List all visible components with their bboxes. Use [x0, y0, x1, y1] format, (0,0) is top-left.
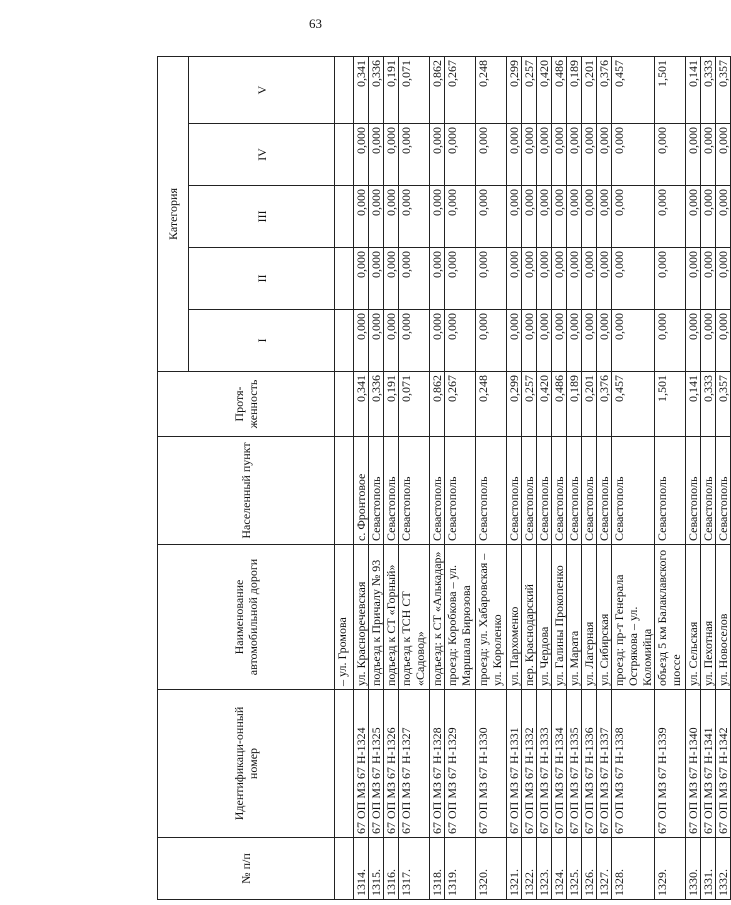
- cat-1-length: 0,000: [716, 310, 731, 372]
- cat-4-length: 0,000: [655, 124, 686, 186]
- header-id: Идентификаци-онный номер: [158, 690, 335, 838]
- cat-1-length: 0,000: [399, 310, 430, 372]
- cat-5-length: 0,333: [701, 56, 716, 123]
- road-id: 67 ОП МЗ 67 Н-1342: [716, 690, 731, 838]
- cat-2-length: 0,000: [369, 248, 384, 310]
- road-name: ул. Пархоменко: [507, 545, 522, 690]
- row-number: 1325.: [567, 838, 582, 900]
- header-cat-1: I: [189, 310, 335, 372]
- length: 0,862: [430, 372, 445, 437]
- settlement: Севастополь: [384, 437, 399, 545]
- cat-4-length: 0,000: [399, 124, 430, 186]
- length: 0,267: [445, 372, 476, 437]
- table-row: [522, 56, 537, 899]
- cat-1-length: 0,000: [537, 310, 552, 372]
- header-category: Категория: [158, 56, 189, 371]
- cat-2-length: 0,000: [445, 248, 476, 310]
- table-row: [445, 56, 476, 899]
- cat-2-length: 0,000: [507, 248, 522, 310]
- road-id: 67 ОП МЗ 67 Н-1331: [507, 690, 522, 838]
- settlement: Севастополь: [445, 437, 476, 545]
- cat-5-length: 0,189: [567, 56, 582, 123]
- cat-2-length: 0,000: [476, 248, 507, 310]
- settlement: Севастополь: [399, 437, 430, 545]
- length: 0,486: [552, 372, 567, 437]
- cat-5-length: 0,257: [522, 56, 537, 123]
- cat-4-length: 0,000: [445, 124, 476, 186]
- cat-4-length: 0,000: [476, 124, 507, 186]
- road-id: 67 ОП МЗ 67 Н-1334: [552, 690, 567, 838]
- row-number: 1319.: [445, 838, 476, 900]
- cat-3-length: 0,000: [567, 186, 582, 248]
- road-id: 67 ОП МЗ 67 Н-1341: [701, 690, 716, 838]
- cat-1-length: 0,000: [552, 310, 567, 372]
- cat-3-length: 0,000: [430, 186, 445, 248]
- road-name: – ул. Громова: [335, 545, 354, 690]
- length: 0,299: [507, 372, 522, 437]
- table-row: [612, 56, 655, 899]
- cat-5-length: 0,357: [716, 56, 731, 123]
- header-cat-4: IV: [189, 124, 335, 186]
- row-number: 1322.: [522, 838, 537, 900]
- cat-2-length: 0,000: [701, 248, 716, 310]
- cat-2-length: 0,000: [552, 248, 567, 310]
- road-id: 67 ОП МЗ 67 Н-1337: [597, 690, 612, 838]
- cat-3-length: 0,000: [537, 186, 552, 248]
- road-name: ул. Лагерная: [582, 545, 597, 690]
- cat-5-length: 0,267: [445, 56, 476, 123]
- cat-1-length: 0,000: [597, 310, 612, 372]
- rotated-table-container: [157, 57, 730, 900]
- row-number: 1320.: [476, 838, 507, 900]
- road-name: ул. Галины Прокопенко: [552, 545, 567, 690]
- cat-4-length: 0,000: [552, 124, 567, 186]
- row-number: 1321.: [507, 838, 522, 900]
- cat-2-length: 0,000: [597, 248, 612, 310]
- cat-5-length: 0,336: [369, 56, 384, 123]
- settlement: Севастополь: [567, 437, 582, 545]
- settlement: Севастополь: [369, 437, 384, 545]
- cat-3-length: 0,000: [445, 186, 476, 248]
- road-name: ул. Чердова: [537, 545, 552, 690]
- length: 0,357: [716, 372, 731, 437]
- cat-5-length: 0,299: [507, 56, 522, 123]
- cat-2-length: 0,000: [537, 248, 552, 310]
- road-id: 67 ОП МЗ 67 Н-1329: [445, 690, 476, 838]
- cat-4-length: 0,000: [612, 124, 655, 186]
- table-row: [399, 56, 430, 899]
- table-row: [430, 56, 445, 899]
- cat-2-length: 0,000: [384, 248, 399, 310]
- cat-4-length: 0,000: [369, 124, 384, 186]
- row-number: 1326.: [582, 838, 597, 900]
- header-num: № п/п: [158, 838, 335, 900]
- cat-3-length: 0,000: [369, 186, 384, 248]
- road-id: 67 ОП МЗ 67 Н-1338: [612, 690, 655, 838]
- row-number: 1330.: [686, 838, 701, 900]
- cat-5-length: 0,341: [354, 56, 369, 123]
- header-cat-2: II: [189, 248, 335, 310]
- cat-5-length: 0,486: [552, 56, 567, 123]
- cat-2-length: 0,000: [567, 248, 582, 310]
- cat-3-length: 0,000: [354, 186, 369, 248]
- settlement: Севастополь: [552, 437, 567, 545]
- length: 0,420: [537, 372, 552, 437]
- cat-2-length: 0,000: [612, 248, 655, 310]
- table-row: [476, 56, 507, 899]
- table-row: [507, 56, 522, 899]
- road-name: ул. Красноречевская: [354, 545, 369, 690]
- road-id: 67 ОП МЗ 67 Н-1326: [384, 690, 399, 838]
- cat-4-length: 0,000: [507, 124, 522, 186]
- cat-4-length: 0,000: [597, 124, 612, 186]
- cat-4-length: [335, 124, 354, 186]
- cat-2-length: 0,000: [522, 248, 537, 310]
- road-id: 67 ОП МЗ 67 Н-1332: [522, 690, 537, 838]
- length: 1,501: [655, 372, 686, 437]
- cat-5-length: 0,376: [597, 56, 612, 123]
- road-name: ул. Новоселов: [716, 545, 731, 690]
- cat-3-length: 0,000: [522, 186, 537, 248]
- settlement: Севастополь: [582, 437, 597, 545]
- header-name: Наименование автомобильной дороги: [158, 545, 335, 690]
- table-row: [686, 56, 701, 899]
- cat-1-length: 0,000: [369, 310, 384, 372]
- cat-5-length: 0,201: [582, 56, 597, 123]
- settlement: Севастополь: [655, 437, 686, 545]
- row-number: 1324.: [552, 838, 567, 900]
- cat-4-length: 0,000: [686, 124, 701, 186]
- cat-1-length: 0,000: [567, 310, 582, 372]
- roads-table-body: [335, 56, 731, 899]
- road-name: ул. Пехотная: [701, 545, 716, 690]
- settlement: Севастополь: [612, 437, 655, 545]
- cat-1-length: 0,000: [612, 310, 655, 372]
- row-number: 1318.: [430, 838, 445, 900]
- cat-1-length: 0,000: [507, 310, 522, 372]
- settlement: Севастополь: [476, 437, 507, 545]
- cat-2-length: 0,000: [716, 248, 731, 310]
- cat-5-length: 0,191: [384, 56, 399, 123]
- road-name: подъезд к СТ «Горный»: [384, 545, 399, 690]
- table-row: [701, 56, 716, 899]
- table-row: [537, 56, 552, 899]
- road-id: 67 ОП МЗ 67 Н-1335: [567, 690, 582, 838]
- header-length: Протя-женность: [158, 372, 335, 437]
- length: 0,189: [567, 372, 582, 437]
- road-name: подъезд: к СТ «Алькадар»: [430, 545, 445, 690]
- cat-1-length: 0,000: [430, 310, 445, 372]
- cat-3-length: 0,000: [476, 186, 507, 248]
- cat-5-length: 0,141: [686, 56, 701, 123]
- road-id: 67 ОП МЗ 67 Н-1325: [369, 690, 384, 838]
- settlement: Севастополь: [716, 437, 731, 545]
- road-name: объезд 5 км Балаклавского шоссе: [655, 545, 686, 690]
- table-row: [354, 56, 369, 899]
- row-number: 1327.: [597, 838, 612, 900]
- cat-5-length: 0,420: [537, 56, 552, 123]
- cat-4-length: 0,000: [582, 124, 597, 186]
- cat-1-length: 0,000: [582, 310, 597, 372]
- cat-1-length: 0,000: [522, 310, 537, 372]
- cat-3-length: 0,000: [655, 186, 686, 248]
- cat-1-length: [335, 310, 354, 372]
- header-cat-5: V: [189, 56, 335, 123]
- row-number: 1315.: [369, 838, 384, 900]
- length: 0,257: [522, 372, 537, 437]
- road-name: ул. Сельская: [686, 545, 701, 690]
- road-id: 67 ОП МЗ 67 Н-1340: [686, 690, 701, 838]
- cat-3-length: 0,000: [384, 186, 399, 248]
- cat-4-length: 0,000: [522, 124, 537, 186]
- length: 0,341: [354, 372, 369, 437]
- road-id: 67 ОП МЗ 67 Н-1339: [655, 690, 686, 838]
- cat-4-length: 0,000: [701, 124, 716, 186]
- settlement: Севастополь: [430, 437, 445, 545]
- cat-3-length: 0,000: [612, 186, 655, 248]
- cat-1-length: 0,000: [476, 310, 507, 372]
- cat-1-length: 0,000: [354, 310, 369, 372]
- table-row: [716, 56, 731, 899]
- cat-4-length: 0,000: [716, 124, 731, 186]
- row-number: 1316.: [384, 838, 399, 900]
- table-row: [655, 56, 686, 899]
- length: 0,457: [612, 372, 655, 437]
- cat-4-length: 0,000: [537, 124, 552, 186]
- table-row: [597, 56, 612, 899]
- road-name: ул. Сибирская: [597, 545, 612, 690]
- cat-3-length: 0,000: [686, 186, 701, 248]
- cat-5-length: [335, 56, 354, 123]
- length: 0,336: [369, 372, 384, 437]
- cat-3-length: [335, 186, 354, 248]
- road-id: 67 ОП МЗ 67 Н-1328: [430, 690, 445, 838]
- road-id: 67 ОП МЗ 67 Н-1336: [582, 690, 597, 838]
- road-id: 67 ОП МЗ 67 Н-1333: [537, 690, 552, 838]
- table-row: [335, 56, 354, 899]
- cat-2-length: 0,000: [655, 248, 686, 310]
- header-cat-3: III: [189, 186, 335, 248]
- cat-5-length: 1,501: [655, 56, 686, 123]
- cat-3-length: 0,000: [507, 186, 522, 248]
- table-row: [567, 56, 582, 899]
- road-id: 67 ОП МЗ 67 Н-1324: [354, 690, 369, 838]
- cat-4-length: 0,000: [567, 124, 582, 186]
- row-number: 1317.: [399, 838, 430, 900]
- cat-2-length: 0,000: [354, 248, 369, 310]
- cat-5-length: 0,248: [476, 56, 507, 123]
- cat-1-length: 0,000: [701, 310, 716, 372]
- road-name: ул. Марата: [567, 545, 582, 690]
- road-name: проезд: пр-т Генерала Острякова – ул. Коломийца: [612, 545, 655, 690]
- cat-5-length: 0,457: [612, 56, 655, 123]
- settlement: Севастополь: [537, 437, 552, 545]
- settlement: с. Фронтовое: [354, 437, 369, 545]
- cat-2-length: 0,000: [582, 248, 597, 310]
- roads-table: [157, 56, 731, 900]
- cat-5-length: 0,071: [399, 56, 430, 123]
- road-name: проезд: Коробкова – ул. Маршала Бирюзова: [445, 545, 476, 690]
- length: 0,376: [597, 372, 612, 437]
- page-number: 63: [309, 16, 322, 31]
- road-name: подъезд к ТСН СТ «Садовод»: [399, 545, 430, 690]
- length: 0,248: [476, 372, 507, 437]
- settlement: Севастополь: [597, 437, 612, 545]
- cat-4-length: 0,000: [430, 124, 445, 186]
- settlement: Севастополь: [522, 437, 537, 545]
- cat-1-length: 0,000: [655, 310, 686, 372]
- road-name: пер. Краснодарский: [522, 545, 537, 690]
- cat-3-length: 0,000: [701, 186, 716, 248]
- length: [335, 372, 354, 437]
- cat-3-length: 0,000: [597, 186, 612, 248]
- row-number: 1323.: [537, 838, 552, 900]
- table-row: [582, 56, 597, 899]
- table-row: [369, 56, 384, 899]
- cat-4-length: 0,000: [354, 124, 369, 186]
- row-number: [335, 838, 354, 900]
- road-id: 67 ОП МЗ 67 Н-1330: [476, 690, 507, 838]
- cat-2-length: 0,000: [430, 248, 445, 310]
- cat-1-length: 0,000: [686, 310, 701, 372]
- cat-3-length: 0,000: [399, 186, 430, 248]
- table-row: [384, 56, 399, 899]
- row-number: 1328.: [612, 838, 655, 900]
- cat-4-length: 0,000: [384, 124, 399, 186]
- length: 0,201: [582, 372, 597, 437]
- settlement: Севастополь: [701, 437, 716, 545]
- length: 0,071: [399, 372, 430, 437]
- row-number: 1332.: [716, 838, 731, 900]
- cat-2-length: 0,000: [399, 248, 430, 310]
- settlement: Севастополь: [507, 437, 522, 545]
- row-number: 1331.: [701, 838, 716, 900]
- table-row: [552, 56, 567, 899]
- road-id: [335, 690, 354, 838]
- length: 0,191: [384, 372, 399, 437]
- cat-5-length: 0,862: [430, 56, 445, 123]
- cat-3-length: 0,000: [716, 186, 731, 248]
- cat-1-length: 0,000: [384, 310, 399, 372]
- road-name: проезд: ул. Хабаровская – ул. Короленко: [476, 545, 507, 690]
- row-number: 1314.: [354, 838, 369, 900]
- cat-2-length: 0,000: [686, 248, 701, 310]
- cat-3-length: 0,000: [582, 186, 597, 248]
- road-name: подъезд к Причалу № 93: [369, 545, 384, 690]
- settlement: [335, 437, 354, 545]
- settlement: Севастополь: [686, 437, 701, 545]
- length: 0,333: [701, 372, 716, 437]
- cat-3-length: 0,000: [552, 186, 567, 248]
- row-number: 1329.: [655, 838, 686, 900]
- cat-2-length: [335, 248, 354, 310]
- header-place: Населенный пункт: [158, 437, 335, 545]
- length: 0,141: [686, 372, 701, 437]
- cat-1-length: 0,000: [445, 310, 476, 372]
- road-id: 67 ОП МЗ 67 Н-1327: [399, 690, 430, 838]
